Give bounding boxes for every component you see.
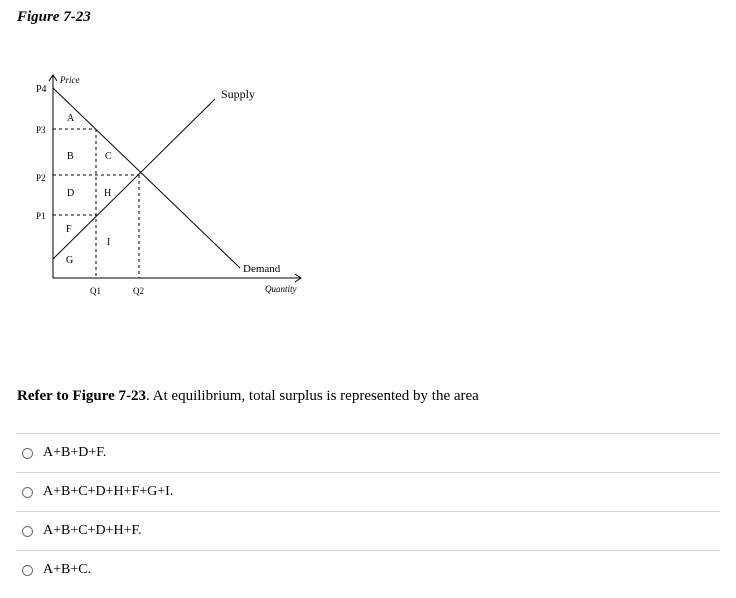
radio-button-icon[interactable] bbox=[22, 448, 33, 459]
demand-label: Demand bbox=[243, 263, 281, 275]
region-label-f: F bbox=[66, 224, 72, 235]
question-prefix: Refer to bbox=[17, 388, 73, 404]
y-axis-label: Price bbox=[60, 75, 80, 85]
answer-option-label: A+B+D+F. bbox=[43, 445, 107, 460]
figure-title: Figure 7-23 bbox=[17, 9, 91, 25]
radio-button-icon[interactable] bbox=[22, 565, 33, 576]
answer-option-label: A+B+C. bbox=[43, 562, 92, 577]
answer-option-label: A+B+C+D+H+F. bbox=[43, 523, 142, 538]
region-label-d: D bbox=[67, 188, 75, 199]
price-label-p2: P2 bbox=[36, 173, 46, 183]
answer-options bbox=[16, 433, 720, 589]
region-label-i: I bbox=[107, 237, 111, 248]
answer-option-4[interactable] bbox=[16, 550, 720, 589]
region-label-h: H bbox=[104, 188, 112, 199]
region-label-a: A bbox=[67, 113, 75, 124]
answer-option-3[interactable] bbox=[16, 511, 720, 550]
quantity-label-q2: Q2 bbox=[133, 286, 144, 296]
question-figure-ref: Figure 7-23 bbox=[72, 388, 146, 404]
answer-option-2[interactable] bbox=[16, 472, 720, 511]
question-suffix: . At equilibrium, total surplus is represented by the area bbox=[146, 388, 479, 404]
region-label-c: C bbox=[105, 151, 112, 162]
region-label-b: B bbox=[67, 151, 74, 162]
price-label-p4: P4 bbox=[36, 84, 47, 95]
x-axis-label: Quantity bbox=[265, 284, 297, 294]
radio-button-icon[interactable] bbox=[22, 487, 33, 498]
answer-option-label: A+B+C+D+H+F+G+I. bbox=[43, 484, 174, 499]
radio-button-icon[interactable] bbox=[22, 526, 33, 537]
supply-curve bbox=[53, 99, 215, 259]
demand-curve bbox=[53, 88, 240, 268]
quantity-label-q1: Q1 bbox=[90, 286, 101, 296]
price-label-p1: P1 bbox=[36, 211, 46, 221]
answer-option-1[interactable] bbox=[16, 433, 720, 472]
price-label-p3: P3 bbox=[36, 125, 46, 135]
question-text bbox=[17, 388, 479, 405]
supply-label: Supply bbox=[221, 87, 256, 101]
region-label-g: G bbox=[66, 255, 74, 266]
